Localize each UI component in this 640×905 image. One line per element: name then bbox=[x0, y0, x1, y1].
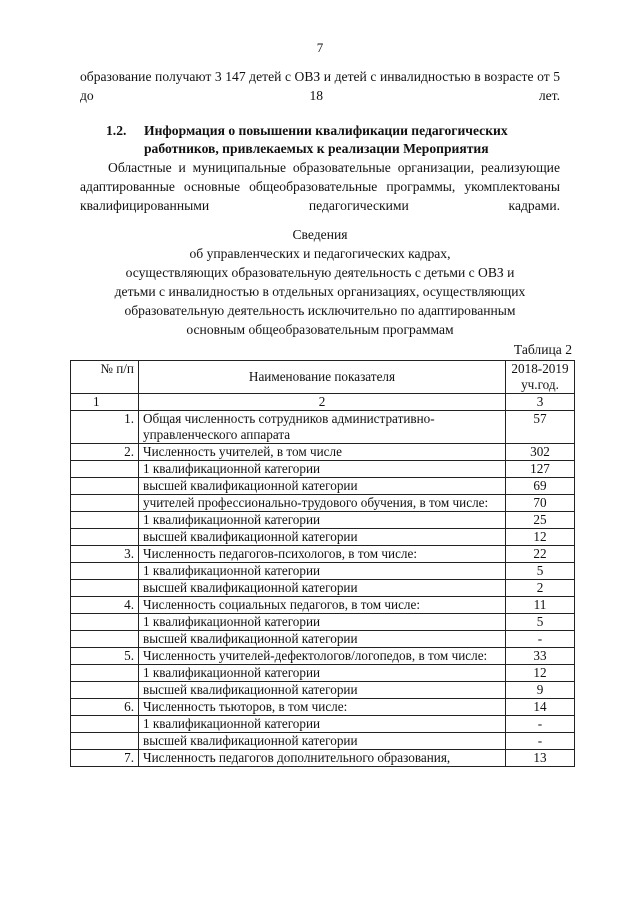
info-heading-line: образовательную деятельность исключительно по адаптированным bbox=[124, 303, 516, 318]
row-value: 9 bbox=[506, 682, 575, 699]
row-indicator: высшей квалификационной категории bbox=[139, 478, 506, 495]
row-value: 2 bbox=[506, 580, 575, 597]
row-number: 5. bbox=[71, 648, 139, 665]
row-number bbox=[71, 478, 139, 495]
row-value: 69 bbox=[506, 478, 575, 495]
section-number: 1.2. bbox=[106, 123, 127, 138]
header-name: Наименование показателя bbox=[139, 361, 506, 394]
table-row bbox=[71, 411, 575, 444]
section-title: Информация о повышении квалификации педагогических работников, привлекаемых к реализации Мероприятия bbox=[144, 123, 508, 156]
row-number bbox=[71, 563, 139, 580]
table-row bbox=[71, 614, 575, 631]
row-indicator: 1 квалификационной категории bbox=[139, 716, 506, 733]
table-index-row bbox=[71, 394, 575, 411]
table-row bbox=[71, 597, 575, 614]
row-value: 5 bbox=[506, 563, 575, 580]
row-number bbox=[71, 665, 139, 682]
row-value: 12 bbox=[506, 665, 575, 682]
row-indicator: высшей квалификационной категории bbox=[139, 682, 506, 699]
page-number: 7 bbox=[316, 40, 324, 55]
table-row bbox=[71, 733, 575, 750]
row-number bbox=[71, 461, 139, 478]
row-value: 127 bbox=[506, 461, 575, 478]
row-indicator: Численность учителей, в том числе bbox=[139, 444, 506, 461]
row-number bbox=[71, 580, 139, 597]
index-cell: 1 bbox=[71, 394, 139, 411]
row-number bbox=[71, 682, 139, 699]
table-row bbox=[71, 665, 575, 682]
row-number bbox=[71, 495, 139, 512]
header-num: № п/п bbox=[71, 361, 139, 394]
row-indicator: учителей профессионально-трудового обучения, в том числе: bbox=[139, 495, 506, 512]
table-row bbox=[71, 546, 575, 563]
row-value: 12 bbox=[506, 529, 575, 546]
row-value: 22 bbox=[506, 546, 575, 563]
info-heading-line: об управленческих и педагогических кадрах, bbox=[189, 246, 451, 261]
row-value: 13 bbox=[506, 750, 575, 767]
table-row bbox=[71, 563, 575, 580]
row-number: 6. bbox=[71, 699, 139, 716]
row-value: 57 bbox=[506, 411, 575, 444]
row-indicator: 1 квалификационной категории bbox=[139, 614, 506, 631]
section-paragraph: Областные и муниципальные образовательные организации, реализующие адаптированные основные общеобразовательные программы, укомплектованы квалифицированными педагогическими кадрами. bbox=[80, 160, 560, 213]
row-number bbox=[71, 733, 139, 750]
row-indicator: высшей квалификационной категории bbox=[139, 733, 506, 750]
row-value: 5 bbox=[506, 614, 575, 631]
table-row bbox=[71, 682, 575, 699]
index-cell: 3 bbox=[506, 394, 575, 411]
info-heading-line: основным общеобразовательным программам bbox=[186, 322, 454, 337]
info-heading-line: детьми с инвалидностью в отдельных организациях, осуществляющих bbox=[114, 284, 526, 299]
row-value: - bbox=[506, 716, 575, 733]
table-row bbox=[71, 495, 575, 512]
table-row bbox=[71, 631, 575, 648]
table-header-row bbox=[71, 361, 575, 394]
row-indicator: Численность педагогов дополнительного образования, bbox=[139, 750, 506, 767]
table-row bbox=[71, 444, 575, 461]
table-row bbox=[71, 648, 575, 665]
info-heading-line: осуществляющих образовательную деятельность с детьми с ОВЗ и bbox=[125, 265, 515, 280]
table-row bbox=[71, 478, 575, 495]
table-row bbox=[71, 750, 575, 767]
row-indicator: высшей квалификационной категории bbox=[139, 580, 506, 597]
row-indicator: 1 квалификационной категории bbox=[139, 563, 506, 580]
row-value: 33 bbox=[506, 648, 575, 665]
row-value: 11 bbox=[506, 597, 575, 614]
row-indicator: высшей квалификационной категории bbox=[139, 631, 506, 648]
row-value: 70 bbox=[506, 495, 575, 512]
row-value: 25 bbox=[506, 512, 575, 529]
row-number bbox=[71, 614, 139, 631]
data-table bbox=[70, 360, 575, 767]
row-value: - bbox=[506, 631, 575, 648]
row-number: 3. bbox=[71, 546, 139, 563]
row-indicator: высшей квалификационной категории bbox=[139, 529, 506, 546]
row-number: 7. bbox=[71, 750, 139, 767]
table-row bbox=[71, 699, 575, 716]
row-value: - bbox=[506, 733, 575, 750]
row-number bbox=[71, 529, 139, 546]
row-number: 2. bbox=[71, 444, 139, 461]
row-indicator: 1 квалификационной категории bbox=[139, 461, 506, 478]
table-row bbox=[71, 529, 575, 546]
row-number bbox=[71, 512, 139, 529]
info-heading-line: Сведения bbox=[292, 227, 348, 242]
row-number: 1. bbox=[71, 411, 139, 444]
row-indicator: Численность социальных педагогов, в том числе: bbox=[139, 597, 506, 614]
row-indicator: Общая численность сотрудников административно-управленческого аппарата bbox=[139, 411, 506, 444]
row-number: 4. bbox=[71, 597, 139, 614]
info-heading bbox=[80, 225, 560, 339]
intro-paragraph: образование получают 3 147 детей с ОВЗ и детей с инвалидностью в возрасте от 5 до 18 лет. bbox=[80, 69, 560, 103]
row-indicator: Численность тьюторов, в том числе: bbox=[139, 699, 506, 716]
row-indicator: 1 квалификационной категории bbox=[139, 512, 506, 529]
table-row bbox=[71, 512, 575, 529]
table-caption: Таблица 2 bbox=[513, 342, 572, 357]
row-indicator: 1 квалификационной категории bbox=[139, 665, 506, 682]
section-heading bbox=[80, 122, 560, 158]
row-number bbox=[71, 631, 139, 648]
row-value: 14 bbox=[506, 699, 575, 716]
row-indicator: Численность педагогов-психологов, в том числе: bbox=[139, 546, 506, 563]
row-indicator: Численность учителей-дефектологов/логопедов, в том числе: bbox=[139, 648, 506, 665]
row-number bbox=[71, 716, 139, 733]
header-year: 2018-2019 уч.год. bbox=[506, 361, 575, 394]
index-cell: 2 bbox=[139, 394, 506, 411]
table-row bbox=[71, 461, 575, 478]
table-row bbox=[71, 716, 575, 733]
table-row bbox=[71, 580, 575, 597]
row-value: 302 bbox=[506, 444, 575, 461]
